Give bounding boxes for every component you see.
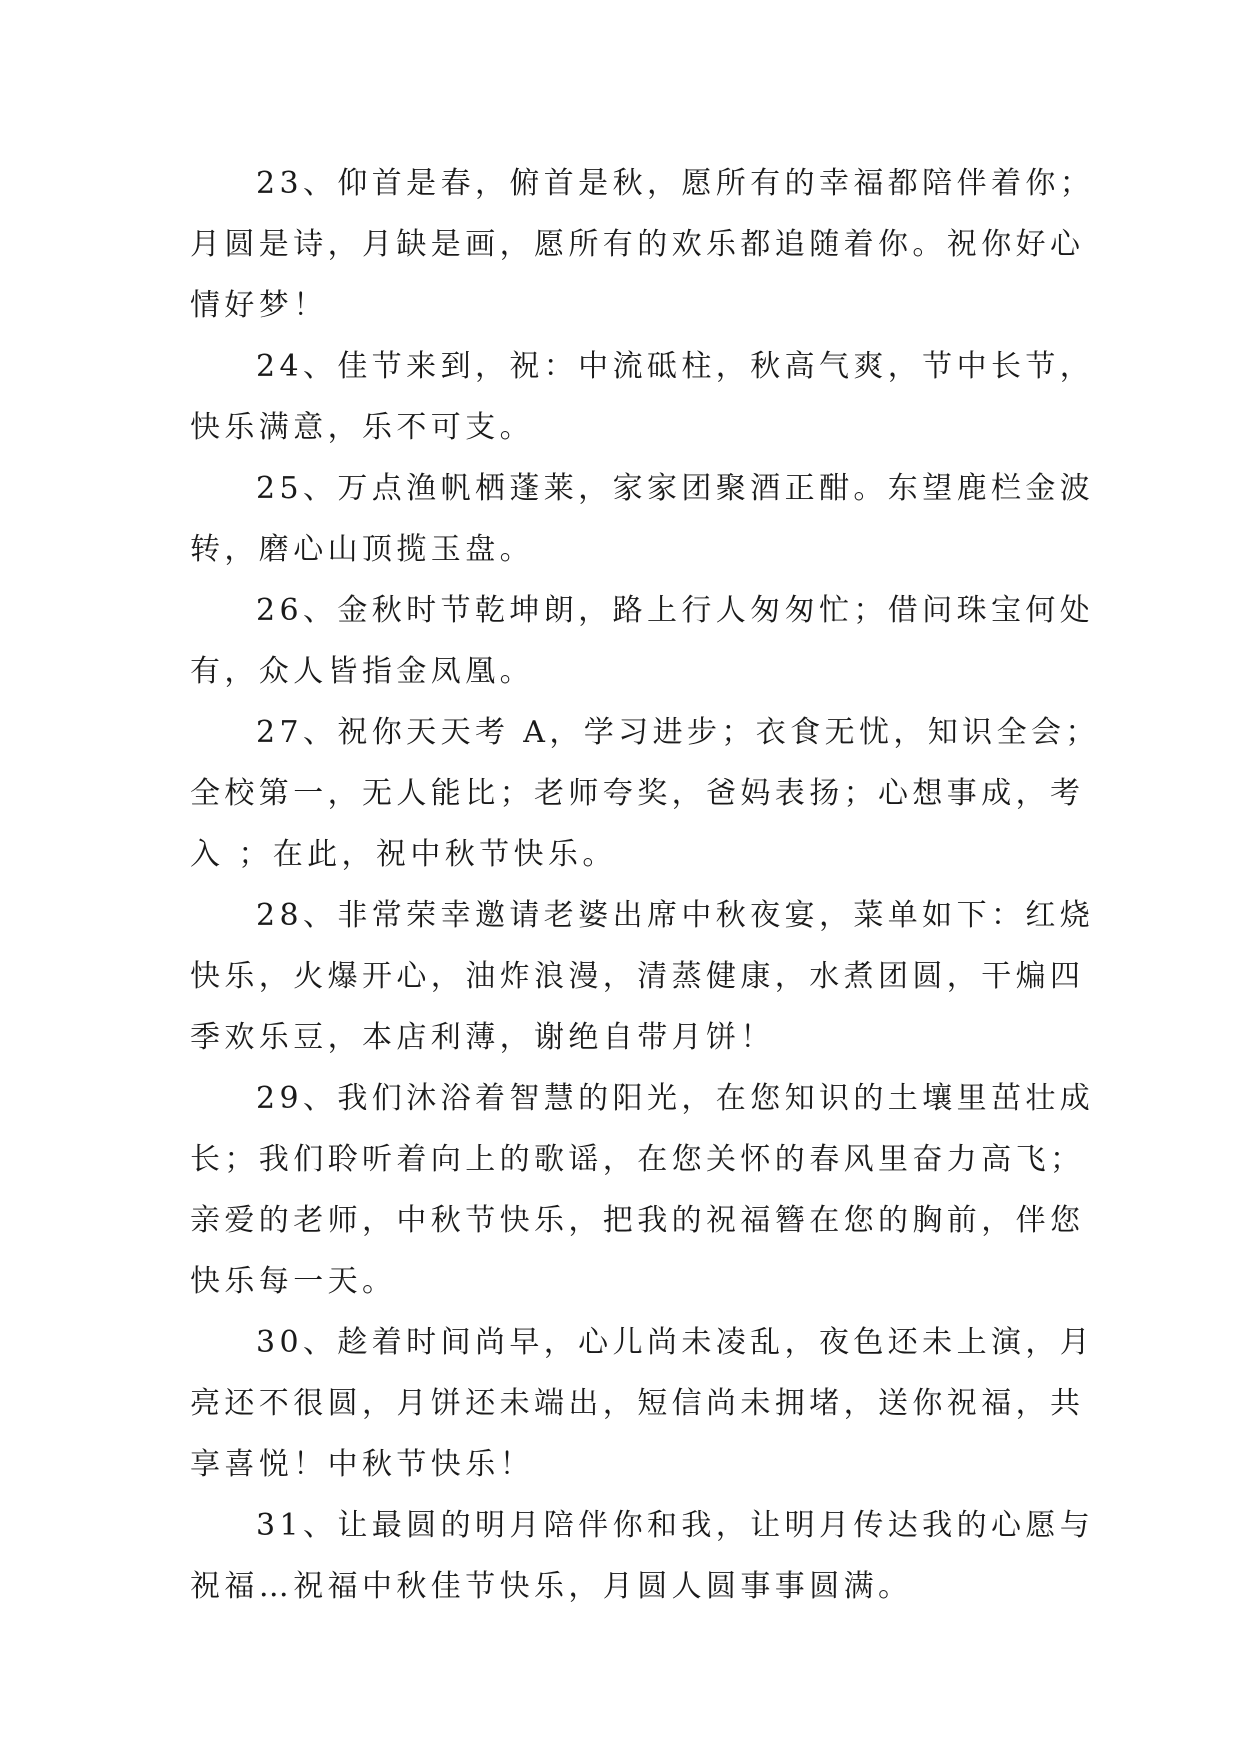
paragraph	[190, 580, 1095, 702]
paragraph-line: 亲爱的老师，中秋节快乐，把我的祝福簪在您的胸前，伴您	[190, 1203, 1085, 1238]
paragraph	[190, 153, 1095, 336]
paragraph-line: 快乐，火爆开心，油炸浪漫，清蒸健康，水煮团圆，干煸四	[190, 959, 1085, 994]
paragraph	[190, 336, 1095, 458]
paragraph-line: 30、趁着时间尚早，心儿尚未凌乱，夜色还未上演，月	[256, 1325, 1095, 1360]
paragraph-line: 全校第一，无人能比；老师夸奖，爸妈表扬；心想事成，考	[190, 776, 1085, 811]
paragraph-line: 27、祝你天天考 A，学习进步；衣食无忧，知识全会；	[256, 715, 1100, 750]
paragraph-line: 31、让最圆的明月陪伴你和我，让明月传达我的心愿与	[256, 1508, 1095, 1543]
paragraph	[190, 458, 1095, 580]
paragraph-line: 月圆是诗，月缺是画，愿所有的欢乐都追随着你。祝你好心	[190, 227, 1085, 262]
paragraph-line: 26、金秋时节乾坤朗，路上行人匆匆忙；借问珠宝何处	[256, 593, 1095, 628]
paragraph-line: 快乐满意，乐不可支。	[190, 410, 534, 445]
paragraph-line: 情好梦！	[190, 288, 328, 323]
paragraph-line: 29、我们沐浴着智慧的阳光，在您知识的土壤里茁壮成	[256, 1081, 1095, 1116]
paragraph-line: 入 ；在此，祝中秋节快乐。	[190, 837, 617, 872]
paragraph	[190, 702, 1100, 885]
paragraph-line: 28、非常荣幸邀请老婆出席中秋夜宴，菜单如下：红烧	[256, 898, 1095, 933]
paragraph-line: 享喜悦！中秋节快乐！	[190, 1447, 534, 1482]
paragraph-line: 长；我们聆听着向上的歌谣，在您关怀的春风里奋力高飞；	[190, 1142, 1085, 1177]
document-body	[190, 153, 1100, 1617]
paragraph	[190, 1495, 1095, 1617]
paragraph-line: 快乐每一天。	[190, 1264, 397, 1299]
paragraph-line: 季欢乐豆，本店利薄，谢绝自带月饼！	[190, 1020, 775, 1055]
paragraph	[190, 885, 1095, 1068]
paragraph	[190, 1312, 1095, 1495]
paragraph-line: 转，磨心山顶揽玉盘。	[190, 532, 534, 567]
paragraph-line: 有，众人皆指金凤凰。	[190, 654, 534, 689]
paragraph-line: 祝福…祝福中秋佳节快乐，月圆人圆事事圆满。	[190, 1569, 913, 1604]
paragraph-line: 23、仰首是春，俯首是秋，愿所有的幸福都陪伴着你；	[256, 166, 1095, 201]
paragraph-line: 24、佳节来到，祝：中流砥柱，秋高气爽，节中长节，	[256, 349, 1095, 384]
paragraph-line: 25、万点渔帆栖蓬莱，家家团聚酒正酣。东望鹿栏金波	[256, 471, 1095, 506]
paragraph-line: 亮还不很圆，月饼还未端出，短信尚未拥堵，送你祝福，共	[190, 1386, 1085, 1421]
paragraph	[190, 1068, 1095, 1312]
